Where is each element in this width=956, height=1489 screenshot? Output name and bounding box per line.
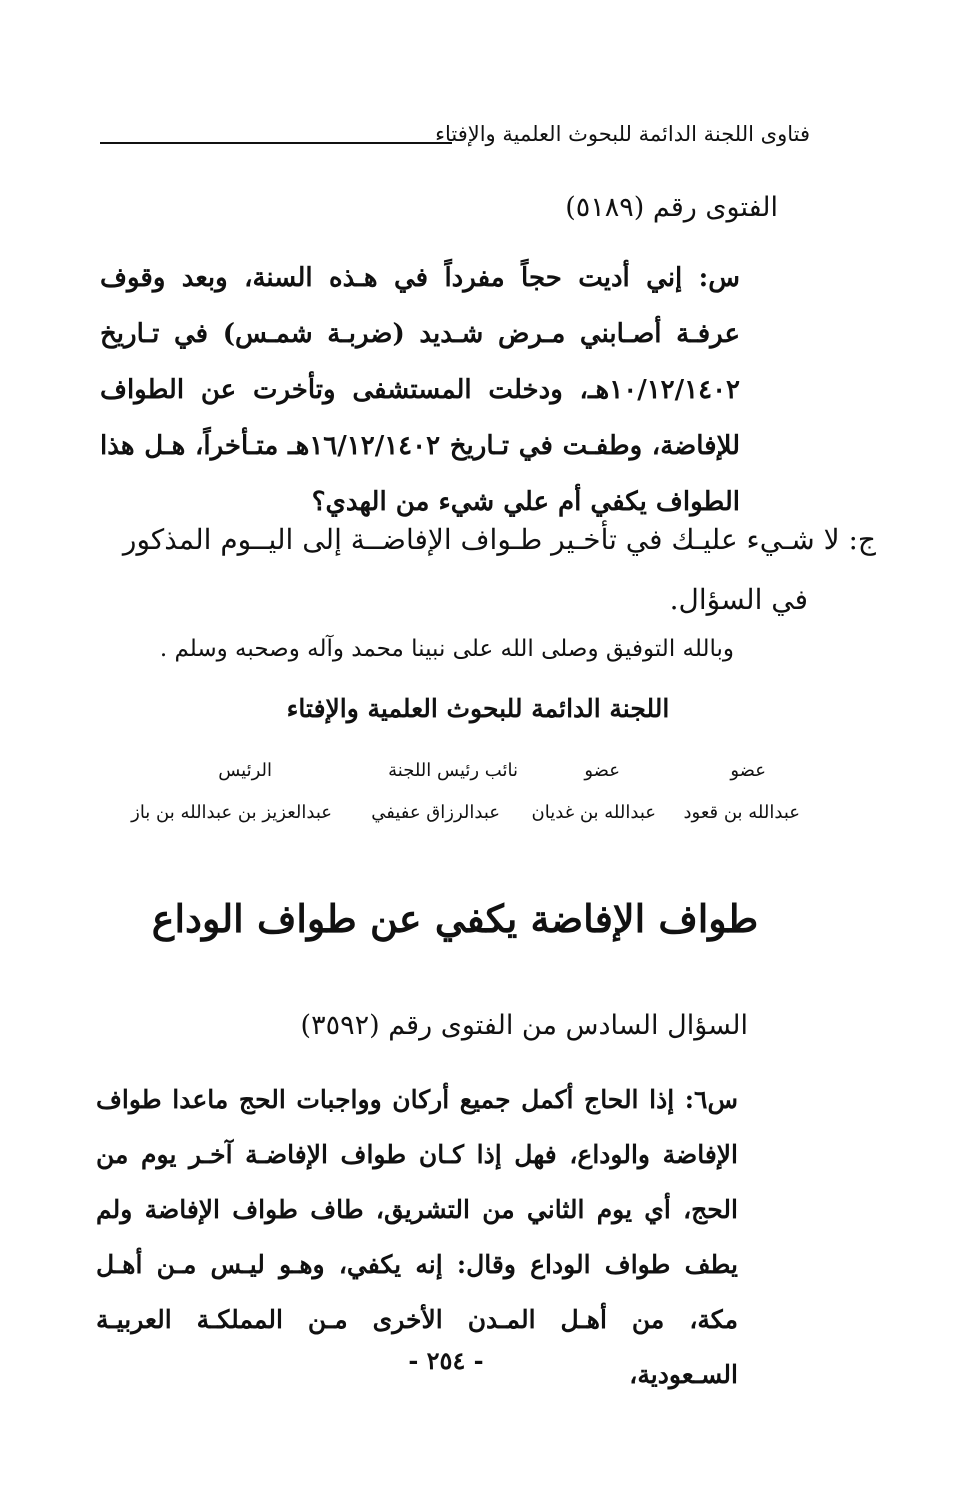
member-name-2: عبدالله بن غديان [531,802,656,823]
running-header [100,118,810,158]
page-number: - ٢٥٤ - [408,1346,484,1375]
role-member-1: عضو [730,760,766,781]
fatwa-number: الفتوى رقم (٥١٨٩) [565,192,778,223]
header-rule [100,142,452,144]
section2-question: س٦: إذا الحاج أكمل جميع أركان وواجبات الحج ماعدا طواف الإفاضة والوداع، فهل إذا كـان طواف الإفاضـة آخـر يوم من الحج، أي يوم الثاني من التشريق، طاف طواف الإفاضة ولم يطف طواف الوداع وقال: إنه يكفي، وهـو ليـس مـن أهـل مكة، من أهـل المـدن الأخرى مـن المملكـة العربيـة السـعودية، [96,1085,738,1389]
header-title: فتاوى اللجنة الدائمة للبحوث العلمية والإفتاء [435,122,810,146]
question-heading: السؤال السادس من الفتوى رقم (٣٥٩٢) [300,1010,748,1041]
fatwa1-question: س: إني أديت حجاً مفرداً في هـذه السنة، وبعد وقوف عرفـة أصـابني مـرض شـديد (ضربـة شمـس) في تـاريخ ١٠/١٢/١٤٠٢هـ، ودخلت المستشفى وتأخرت عن الطواف للإفاضة، وطفـت في تـاريخ ١٦/١٢/١٤٠٢هـ متـأخراً، هـل هذا الطواف يكفي أم علي شيء من الهدي؟ [100,263,740,517]
member-name-1: عبدالله بن قعود [683,802,800,823]
section-title: طواف الإفاضة يكفي عن طواف الوداع [151,896,759,941]
role-deputy-chair: نائب رئيس اللجنة [388,760,518,781]
member-name-4: عبدالعزيز بن عبدالله بن باز [131,802,332,823]
fatwa1-answer: ج: لا شـيء عليـك في تأخـير طـواف الإفاضــة إلى اليــوم المذكور في السؤال. [122,523,876,616]
role-member-2: عضو [584,760,620,781]
closing-prayer: وبالله التوفيق وصلى الله على نبينا محمد وآله وصحبه وسلم . [159,636,734,662]
member-name-3: عبدالرزاق عفيفي [371,802,500,823]
committee-name: اللجنة الدائمة للبحوث العلمية والإفتاء [286,694,670,723]
role-chair: الرئيس [218,760,272,781]
